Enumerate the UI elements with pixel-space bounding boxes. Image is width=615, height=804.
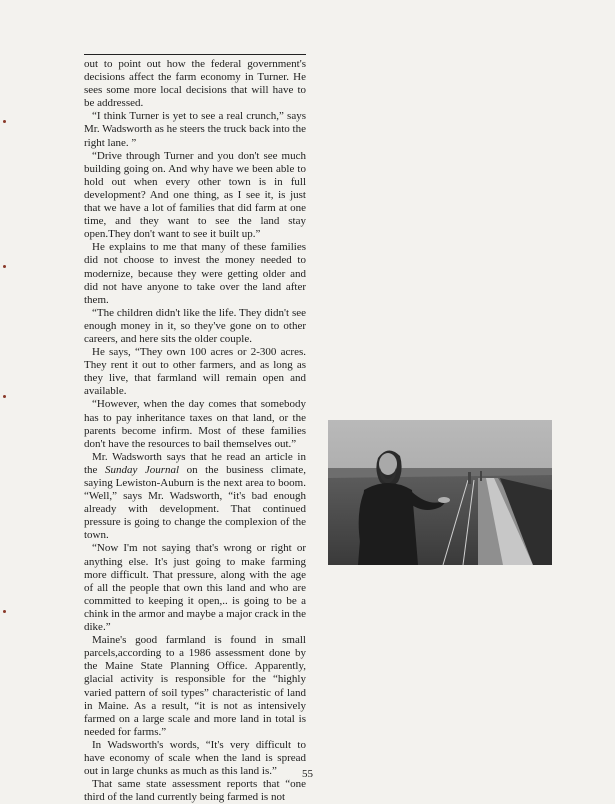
publication-title: Sunday Journal	[104, 463, 180, 476]
edge-mark	[3, 120, 6, 123]
article-column	[84, 58, 306, 804]
farmer-photo-illustration	[328, 420, 552, 565]
paragraph: “Drive through Turner and you don't see much building going on. And why have we been able to hold out when every other town is in full development? And one thing, as I see it, is just that we have a lot of families that did farm at one time, and they want to see the land stay open.They don't want to see it built up.”	[84, 149, 306, 241]
page-number: 55	[302, 768, 313, 780]
paragraph: That same state assessment reports that “one third of the land currently being farmed is not	[84, 778, 306, 804]
edge-mark	[3, 265, 6, 268]
paragraph: He says, “They own 100 acres or 2-300 acres. They rent it out to other farmers, and as long as they live, that farmland will remain open and available.	[84, 346, 306, 398]
edge-mark	[3, 610, 6, 613]
paragraph: He explains to me that many of these families did not choose to invest the money needed to modernize, because they were getting older and did not have anyone to take over the land after them.	[84, 241, 306, 306]
paragraph: “I think Turner is yet to see a real crunch,” says Mr. Wadsworth as he steers the truck back into the right lane. ”	[84, 110, 306, 149]
paragraph	[84, 451, 306, 543]
paragraph: “Now I'm not saying that's wrong or right or anything else. It's just going to make farming more difficult. That pressure, along with the age of all the people that own this land and who are committed to keeping it open,.. is going to be a chink in the armor and maybe a major crack in the dike.”	[84, 542, 306, 634]
paragraph: Maine's good farmland is found in small parcels,according to a 1986 assessment done by the Maine State Planning Office. Apparently, glacial activity is responsible for the “highly varied pattern of soil types” characteristic of land in Maine. As a result, “it is not as intensively farmed on a large scale and more land in total is needed for farms.”	[84, 634, 306, 738]
paragraph: out to point out how the federal government's decisions affect the farm economy in Turner. He sees some more local decisions that will have to be addressed.	[84, 58, 306, 110]
edge-mark	[3, 395, 6, 398]
farmer-photo	[328, 420, 552, 565]
paragraph: “However, when the day comes that somebody has to pay inheritance taxes on that land, or the parents become infirm. Most of these families don't have the resources to bail themselves out.”	[84, 398, 306, 450]
top-rule	[84, 54, 306, 55]
paragraph: “The children didn't like the life. They didn't see enough money in it, so they've gone on to other careers, and here sits the older couple.	[84, 306, 306, 345]
paragraph-text: on the business climate, saying Lewiston-Auburn is the next area to boom. “Well,” says Mr. Wadsworth, “it's bad enough already with development. That continued pressure is going to change the complexion of the town.	[84, 463, 306, 542]
paragraph: In Wadsworth's words, “It's very difficult to have economy of scale when the land is spread out in large chunks as much as this land is.”	[84, 738, 306, 778]
paragraph-text: Mr. Wadsworth says that he read an article in the	[84, 450, 306, 476]
